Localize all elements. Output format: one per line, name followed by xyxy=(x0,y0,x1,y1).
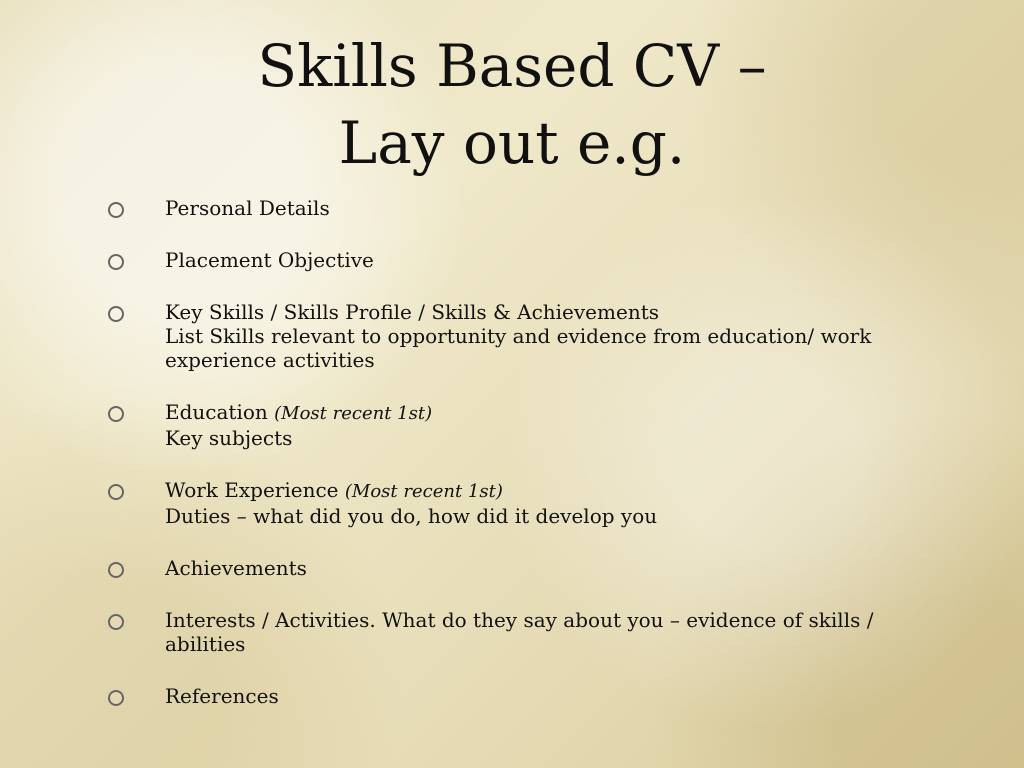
bullet-icon xyxy=(108,484,124,500)
references-text: References xyxy=(165,684,279,708)
list-item-key-skills xyxy=(108,300,898,372)
list-item-interests xyxy=(108,608,898,656)
bullet-icon xyxy=(108,406,124,422)
interests-text: Interests / Activities. What do they say about you – evidence of skills / xyxy=(165,608,874,632)
list-item-placement-objective xyxy=(108,248,898,272)
title-line-1: Skills Based CV – xyxy=(257,32,767,100)
bullet-text xyxy=(165,608,898,656)
bullet-text xyxy=(165,556,898,580)
education-heading-line xyxy=(165,400,898,426)
key-skills-detail-line-2: experience activities xyxy=(165,348,375,372)
bullet-text xyxy=(165,300,898,372)
work-experience-text: Work Experience xyxy=(165,478,345,502)
bullet-text xyxy=(165,684,898,708)
education-detail: Key subjects xyxy=(165,426,293,450)
bullet-icon xyxy=(108,306,124,322)
interests-detail: abilities xyxy=(165,632,246,656)
key-skills-text: Key Skills / Skills Profile / Skills & Achievements xyxy=(165,300,660,324)
work-experience-note: (Most recent 1st) xyxy=(344,481,503,502)
list-item-personal-details xyxy=(108,196,898,220)
bullet-icon xyxy=(108,690,124,706)
work-experience-heading-line xyxy=(165,478,898,504)
list-item-references xyxy=(108,684,898,708)
work-experience-detail: Duties – what did you do, how did it develop you xyxy=(165,504,658,528)
education-note: (Most recent 1st) xyxy=(274,403,433,424)
placement-objective-text: Placement Objective xyxy=(165,248,374,272)
bullet-text xyxy=(165,400,898,450)
education-text: Education xyxy=(165,400,275,424)
bullet-text xyxy=(165,478,898,528)
personal-details-text: Personal Details xyxy=(165,196,330,220)
bullet-icon xyxy=(108,254,124,270)
bullet-text xyxy=(165,196,898,220)
bullet-list xyxy=(108,196,898,708)
bullet-icon xyxy=(108,562,124,578)
title-line-2: Lay out e.g. xyxy=(338,108,686,177)
achievements-text: Achievements xyxy=(165,556,307,580)
list-item-achievements xyxy=(108,556,898,580)
bullet-icon xyxy=(108,614,124,630)
slide-title xyxy=(0,28,1024,181)
key-skills-detail-line-1: List Skills relevant to opportunity and evidence from education/ work xyxy=(165,324,872,348)
list-item-education xyxy=(108,400,898,450)
bullet-text xyxy=(165,248,898,272)
list-item-work-experience xyxy=(108,478,898,528)
bullet-icon xyxy=(108,202,124,218)
